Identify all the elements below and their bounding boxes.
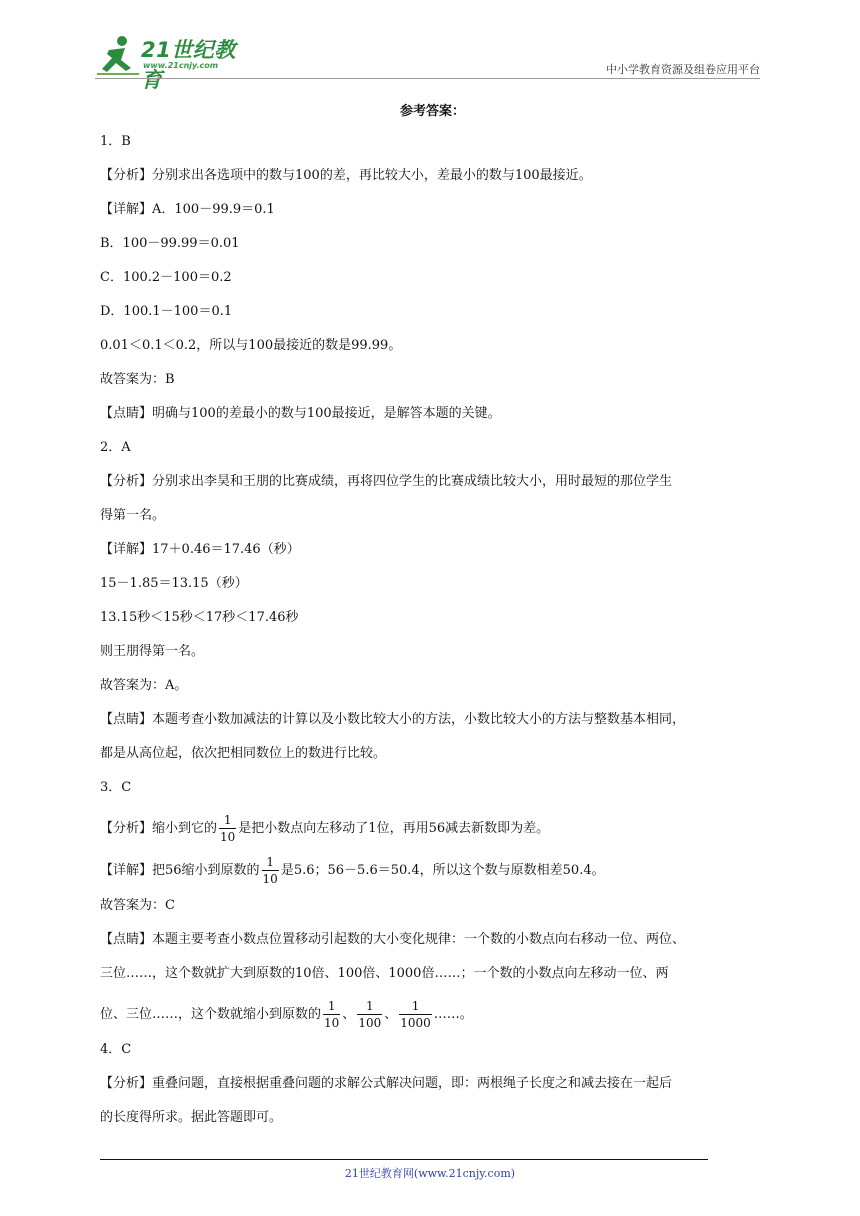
fraction-numerator: 1 [357,1000,382,1015]
page-header [95,30,760,92]
q1-compare: 0.01＜0.1＜0.2，所以与100最接近的数是99.99。 [100,338,402,353]
q3-detail [100,854,765,888]
page-title: 参考答案： [399,104,465,119]
fraction-one-hundredth [357,1000,382,1029]
q1-option-d: D．100.1－100＝0.1 [100,304,233,319]
footer-link[interactable]: 21世纪教育网(www.21cnjy.com) [344,1167,516,1180]
q1-tip: 【点睛】明确与100的差最小的数与100最接近，是解答本题的关键。 [100,406,501,421]
fraction-denominator: 10 [324,1016,340,1030]
q3-detail-post: 是5.6；56－5.6＝50.4，所以这个数与原数相差50.4。 [280,863,605,878]
q3-tip-line3-post: ……。 [433,1007,473,1022]
q3-analysis-post: 是把小数点向左移动了1位，再用56减去新数即为差。 [238,821,550,836]
q3-tip-line2: 三位……，这个数就扩大到原数的10倍、100倍、1000倍……；一个数的小数点向左移动一位、两 [100,966,669,981]
q1-option-c: C．100.2－100＝0.2 [100,270,232,285]
q2-line4: 则王朋得第一名。 [100,644,205,659]
q1-answer: 1．B [100,134,131,149]
logo [95,34,255,92]
separator: 、 [342,1007,356,1022]
q3-detail-pre: 【详解】把56缩小到原数的 [100,863,260,878]
fraction-numerator: 1 [399,1000,432,1015]
q3-tip-line3 [100,998,765,1032]
q3-analysis-pre: 【分析】缩小到它的 [100,821,218,836]
answer-content [100,100,765,1142]
q3-analysis [100,812,765,846]
q4-analysis-line2: 的长度得所求。据此答题即可。 [100,1110,283,1125]
q2-line2: 15－1.85＝13.15（秒） [100,576,248,591]
q4-answer: 4．C [100,1042,132,1057]
q2-tip-line1: 【点睛】本题考查小数加减法的计算以及小数比较大小的方法，小数比较大小的方法与整数基本相同， [100,712,686,727]
q4-analysis-line1: 【分析】重叠问题，直接根据重叠问题的求解公式解决问题，即：两根绳子长度之和减去接在一起后 [100,1076,673,1091]
footer-divider [100,1159,708,1160]
logo-url: www.21cnjy.com [143,61,219,70]
fraction-denominator: 100 [358,1016,382,1030]
q2-analysis-line1: 【分析】分别求出李昊和王朋的比赛成绩，再将四位学生的比赛成绩比较大小，用时最短的那位学生 [100,474,673,489]
fraction-denominator: 10 [220,830,236,844]
fraction-one-tenth [219,814,236,843]
q2-answer: 2．A [100,440,131,455]
runner-logo-icon [95,34,141,78]
q3-tip-line1: 【点睛】本题主要考查小数点位置移动引起数的大小变化规律：一个数的小数点向右移动一位、两位、 [100,932,686,947]
fraction-numerator: 1 [219,814,236,829]
q2-detail: 【详解】17＋0.46＝17.46（秒） [100,542,300,557]
q1-analysis: 【分析】分别求出各选项中的数与100的差，再比较大小，差最小的数与100最接近。 [100,168,592,183]
q3-answer: 3．C [100,780,132,795]
q2-analysis-line2: 得第一名。 [100,508,166,523]
q1-result: 故答案为：B [100,372,175,387]
q1-detail: 【详解】A．100－99.9＝0.1 [100,202,275,217]
q3-tip-line3-pre: 位、三位……，这个数就缩小到原数的 [100,1007,322,1022]
fraction-one-tenth [323,1000,340,1029]
q3-result: 故答案为：C [100,898,175,913]
logo-text: 21世纪教育 [141,38,236,92]
q2-tip-line2: 都是从高位起，依次把相同数位上的数进行比较。 [100,746,387,761]
fraction-one-thousandth [399,1000,432,1029]
q2-line3: 13.15秒＜15秒＜17秒＜17.46秒 [100,610,299,625]
q2-result: 故答案为：A。 [100,678,188,693]
fraction-numerator: 1 [323,1000,340,1015]
fraction-numerator: 1 [262,856,279,871]
fraction-denominator: 10 [262,872,278,886]
separator: 、 [384,1007,398,1022]
header-divider [95,78,760,79]
platform-label: 中小学教育资源及组卷应用平台 [606,63,760,76]
fraction-one-tenth [262,856,279,885]
fraction-denominator: 1000 [400,1016,431,1030]
q1-option-b: B．100－99.99＝0.01 [100,236,240,251]
